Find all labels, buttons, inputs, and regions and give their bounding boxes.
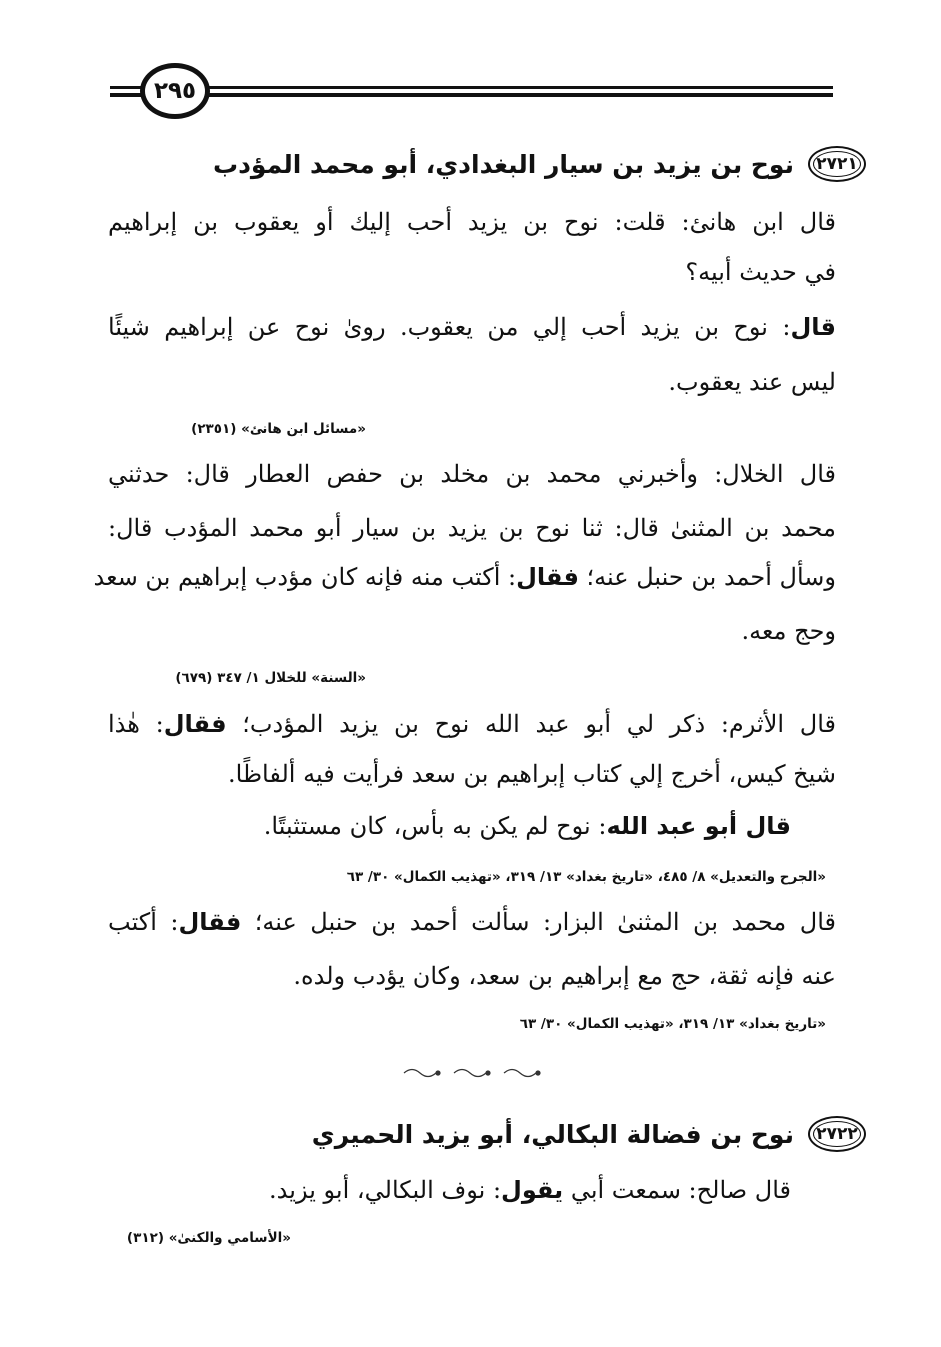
text-line: قال الأثرم: ذكر لي أبو عبد الله نوح بن يزيد المؤدب؛ فقال: هٰذا [108, 710, 836, 738]
entry-heading [213, 146, 866, 182]
bold-word: فقال [178, 908, 242, 936]
bold-word: قال [790, 313, 836, 341]
text-line: ليس عند يعقوب. [668, 368, 836, 396]
bold-word: فقال [163, 710, 227, 738]
source-citation: «مسائل ابن هانئ» (٢٣٥١) [191, 421, 366, 437]
text-line: قال صالح: سمعت أبي يقول: نوف البكالي، أبو يزيد. [269, 1176, 791, 1204]
text-line: في حديث أبيه؟ [685, 258, 836, 286]
text-line: قال محمد بن المثنىٰ البزار: سألت أحمد بن حنبل عنه؛ فقال: أكتب [108, 908, 836, 936]
text-line: قال ابن هانئ: قلت: نوح بن يزيد أحب إليك أو يعقوب بن إبراهيم [108, 208, 836, 236]
entry-number-badge [808, 146, 866, 182]
entry-number: ٢٧٢٢ [816, 1124, 858, 1144]
entry-title: نوح بن يزيد بن سيار البغدادي، أبو محمد المؤدب [212, 149, 794, 179]
text-line: قال أبو عبد الله: نوح لم يكن به بأس، كان مستثبتًا. [263, 812, 791, 840]
bold-word: يقول [501, 1176, 564, 1204]
source-citation: «الأسامي والكنىٰ» (٣١٢) [126, 1230, 291, 1246]
source-citation: «السنة» للخلال ١/ ٣٤٧ (٦٧٩) [175, 670, 366, 686]
header-rule-bottom [110, 93, 833, 97]
bold-word: قال أبو عبد الله [606, 812, 791, 840]
text-line: وسأل أحمد بن حنبل عنه؛ فقال: أكتب منه فإنه كان مؤدب إبراهيم بن سعد [93, 563, 836, 591]
source-citation: «الجرح والتعديل» ٨/ ٤٨٥، «تاريخ بغداد» ١٣/ ٣١٩، «تهذيب الكمال» ٣٠/ ٦٣ [346, 869, 826, 885]
entry-number: ٢٧٢١ [816, 154, 858, 174]
entry-number-badge [808, 1116, 866, 1152]
page-number-badge [140, 63, 210, 119]
text-line: عنه فإنه ثقة، حج مع إبراهيم بن سعد، وكان يؤدب ولده. [293, 962, 836, 990]
ornament-divider-icon [400, 1066, 550, 1080]
text-line: محمد بن المثنىٰ قال: ثنا نوح بن يزيد بن سيار أبو محمد المؤدب قال: [108, 514, 836, 542]
source-citation: «تاريخ بغداد» ١٣/ ٣١٩، «تهذيب الكمال» ٣٠/ ٦٣ [519, 1016, 826, 1032]
text-line: قال: نوح بن يزيد أحب إلي من يعقوب. روىٰ نوح عن إبراهيم شيئًا [108, 313, 836, 341]
page-number: ٢٩٥ [153, 78, 197, 104]
text-line: قال الخلال: وأخبرني محمد بن مخلد بن حفص العطار قال: حدثني [108, 460, 836, 488]
text-line: وحج معه. [741, 617, 836, 645]
text-line: شيخ كيس، أخرج إلي كتاب إبراهيم بن سعد فرأيت فيه ألفاظًا. [228, 760, 836, 788]
header-rule-top [110, 86, 833, 89]
bold-word: فقال [516, 563, 579, 591]
entry-heading [312, 1116, 866, 1152]
entry-title: نوح بن فضالة البكالي، أبو يزيد الحميري [311, 1119, 794, 1149]
